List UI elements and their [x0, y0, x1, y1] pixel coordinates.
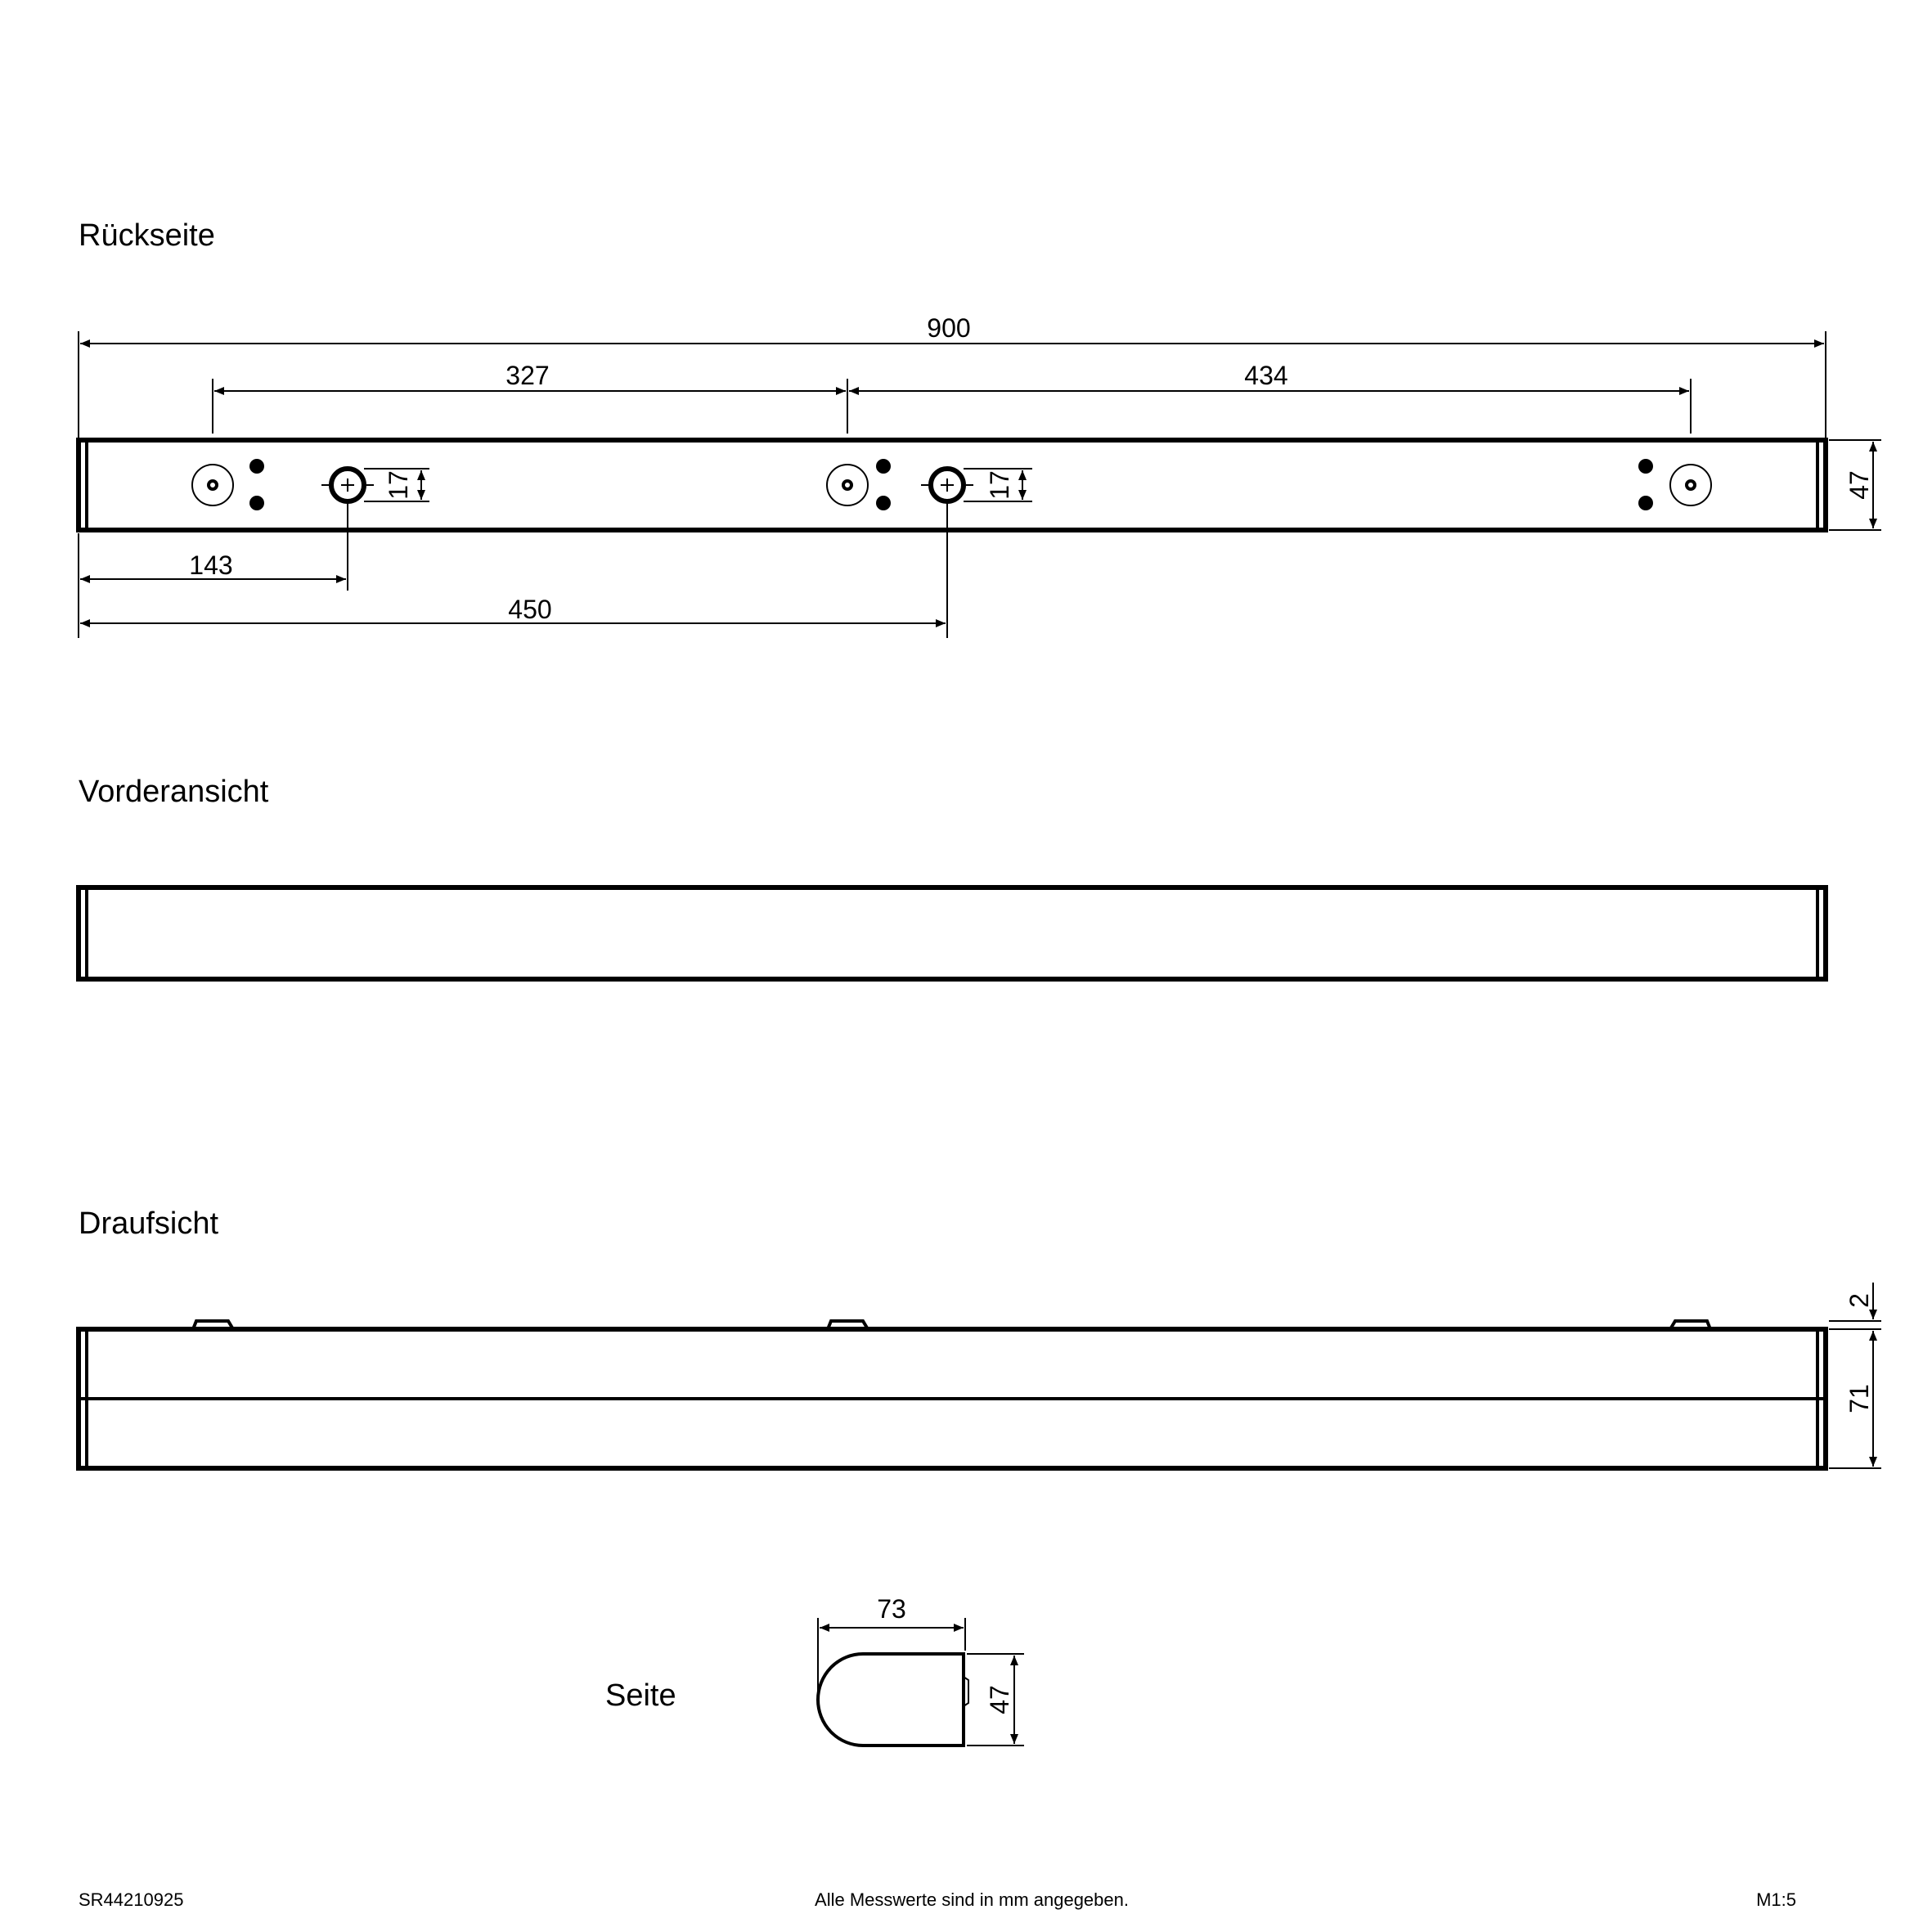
dim-total-length-label: 900 — [927, 313, 971, 343]
back-view-title: Rückseite — [79, 218, 215, 253]
footer-note: Alle Messwerte sind in mm angegeben. — [815, 1889, 1129, 1910]
dim-offset-center-label: 450 — [508, 595, 552, 624]
dim-offset-first-label: 143 — [189, 550, 233, 580]
dim-hole-center-label: 17 — [985, 470, 1014, 500]
top-view-body — [79, 1329, 1826, 1468]
footer-scale: M1:5 — [1756, 1889, 1796, 1910]
dim-back-height-label: 47 — [1844, 470, 1874, 500]
dim-side-height — [967, 1654, 1024, 1746]
footer-code: SR44210925 — [79, 1889, 184, 1910]
dim-top-tab-label: 2 — [1844, 1293, 1874, 1308]
side-view-profile — [818, 1654, 968, 1746]
dim-side-width — [818, 1594, 965, 1697]
dim-side-width-label: 73 — [877, 1594, 906, 1624]
side-view-title: Seite — [605, 1678, 676, 1713]
dim-total-length — [79, 313, 1826, 438]
dim-top-tab — [1829, 1283, 1881, 1321]
back-view-keyholes — [321, 469, 973, 501]
dim-side-height-label: 47 — [985, 1685, 1014, 1714]
front-view-title: Vorderansicht — [79, 775, 269, 809]
dim-spacing — [213, 361, 1691, 434]
dim-hole-offsets — [79, 503, 947, 638]
top-view-title: Draufsicht — [79, 1206, 219, 1241]
dim-top-depth — [1829, 1329, 1881, 1468]
dim-spacing-left-label: 327 — [505, 361, 550, 390]
dim-top-depth-label: 71 — [1844, 1384, 1874, 1413]
dim-spacing-right-label: 434 — [1244, 361, 1288, 390]
dim-hole-center — [964, 469, 1032, 501]
dim-back-height — [1829, 440, 1881, 530]
dim-hole-left-label: 17 — [384, 470, 413, 500]
front-view-body — [79, 887, 1826, 979]
